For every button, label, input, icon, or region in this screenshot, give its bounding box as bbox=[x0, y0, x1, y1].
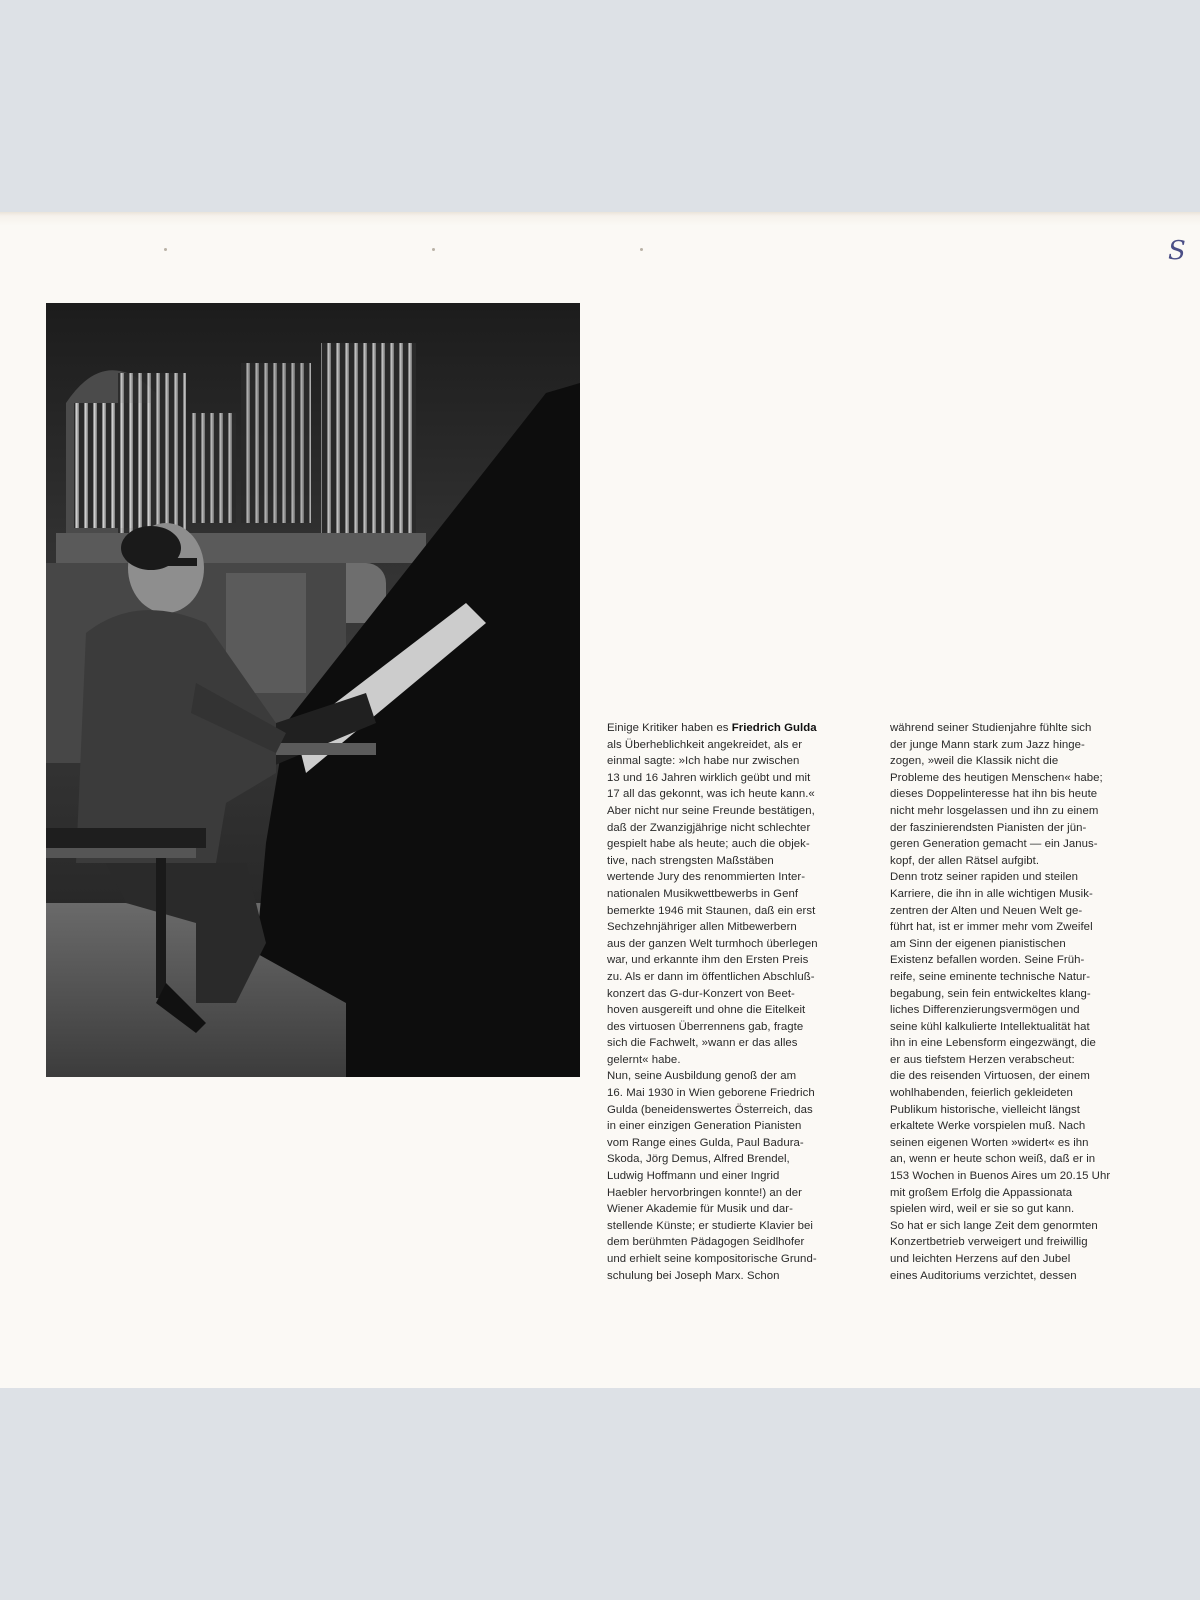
text-line: der faszinierendsten Pianisten der jün- bbox=[890, 821, 1087, 834]
text-line: kopf, der allen Rätsel aufgibt. bbox=[890, 854, 1040, 867]
text-line: sich die Fachwelt, »wann er das alles bbox=[607, 1037, 798, 1050]
text-line: 153 Wochen in Buenos Aires um 20.15 Uhr bbox=[890, 1170, 1111, 1183]
text-line: zentren der Alten und Neuen Welt ge- bbox=[890, 904, 1083, 917]
text-line: dieses Doppelinteresse hat ihn bis heute bbox=[890, 788, 1098, 801]
text-line: begabung, sein fein entwickeltes klang- bbox=[890, 987, 1091, 1000]
text-line: war, und erkannte ihm den Ersten Preis bbox=[607, 954, 809, 967]
text-line: Haebler hervorbringen konnte!) an der bbox=[607, 1186, 802, 1199]
text-line: stellende Künste; er studierte Klavier bei bbox=[607, 1219, 813, 1232]
text-line: 16. Mai 1930 in Wien geborene Friedrich bbox=[607, 1087, 815, 1100]
document-page bbox=[0, 212, 1200, 1388]
text-line: hoven ausgereift und ohne die Eitelkeit bbox=[607, 1004, 806, 1017]
paper-speck bbox=[432, 248, 435, 251]
text-line: am Sinn der eigenen pianistischen bbox=[890, 937, 1066, 950]
text-line: er aus tiefstem Herzen verabscheut: bbox=[890, 1053, 1075, 1066]
article-column-2 bbox=[890, 720, 1170, 1284]
text-line: erkaltete Werke vorspielen muß. Nach bbox=[890, 1120, 1086, 1133]
text-line: der junge Mann stark zum Jazz hinge- bbox=[890, 738, 1085, 751]
text-line: daß der Zwanzigjährige nicht schlechter bbox=[607, 821, 811, 834]
subject-name: Friedrich Gulda bbox=[731, 722, 817, 734]
text-line: Konzertbetrieb verweigert und freiwillig bbox=[890, 1236, 1088, 1249]
text-line: Aber nicht nur seine Freunde bestätigen, bbox=[607, 804, 815, 817]
text-line: in einer einzigen Generation Pianisten bbox=[607, 1120, 802, 1133]
intro-line bbox=[607, 720, 872, 737]
text-line: reife, seine eminente technische Natur- bbox=[890, 970, 1091, 983]
text-line: seinen eigenen Worten »widert« es ihn bbox=[890, 1136, 1089, 1149]
text-line: 13 und 16 Jahren wirklich geübt und mit bbox=[607, 771, 811, 784]
text-line: mit großem Erfolg die Appassionata bbox=[890, 1186, 1073, 1199]
text-line: geren Generation gemacht — ein Janus- bbox=[890, 838, 1098, 851]
text-line: Existenz befallen worden. Seine Früh- bbox=[890, 954, 1085, 967]
text-line: schulung bei Joseph Marx. Schon bbox=[607, 1269, 780, 1282]
article-column-1 bbox=[607, 720, 872, 1284]
text-line: nationalen Musikwettbewerbs in Genf bbox=[607, 887, 799, 900]
text-line: ihn in eine Lebensform eingezwängt, die bbox=[890, 1037, 1096, 1050]
text-line: eines Auditoriums verzichtet, dessen bbox=[890, 1269, 1077, 1282]
text-line: tive, nach strengsten Maßstäben bbox=[607, 854, 774, 867]
text-line: dem berühmten Pädagogen Seidlhofer bbox=[607, 1236, 805, 1249]
text-line: Ludwig Hoffmann und einer Ingrid bbox=[607, 1170, 780, 1183]
text-line: Probleme des heutigen Menschen« habe; bbox=[890, 771, 1103, 784]
text-line: einmal sagte: »Ich habe nur zwischen bbox=[607, 755, 800, 768]
intro-prefix: Einige Kritiker haben es bbox=[607, 722, 732, 734]
text-line: an, wenn er heute schon weiß, daß er in bbox=[890, 1153, 1096, 1166]
text-line: und erhielt seine kompositorische Grund- bbox=[607, 1253, 817, 1265]
paper-speck bbox=[640, 248, 643, 251]
text-line: wohlhabenden, feierlich gekleideten bbox=[890, 1087, 1073, 1100]
text-line: seine kühl kalkulierte Intellektualität hat bbox=[890, 1020, 1090, 1033]
text-line: Denn trotz seiner rapiden und steilen bbox=[890, 871, 1079, 884]
text-line: und leichten Herzens auf den Jubel bbox=[890, 1253, 1071, 1265]
pianist-photograph bbox=[46, 303, 580, 1077]
text-line: Sechzehnjähriger allen Mitbewerbern bbox=[607, 921, 797, 934]
text-line: So hat er sich lange Zeit dem genormten bbox=[890, 1219, 1098, 1232]
text-line: bemerkte 1946 mit Staunen, daß ein erst bbox=[607, 904, 816, 917]
text-line: Wiener Akademie für Musik und dar- bbox=[607, 1203, 793, 1216]
text-line: Nun, seine Ausbildung genoß der am bbox=[607, 1070, 797, 1083]
text-line: 17 all das gekonnt, was ich heute kann.« bbox=[607, 788, 815, 801]
text-line: wertende Jury des renommierten Inter- bbox=[607, 871, 806, 884]
text-line: des virtuosen Überrennens gab, fragte bbox=[607, 1020, 804, 1033]
text-line: vom Range eines Gulda, Paul Badura- bbox=[607, 1136, 804, 1149]
text-line: gespielt habe als heute; auch die objek- bbox=[607, 838, 810, 851]
text-line: Karriere, die ihn in alle wichtigen Musik- bbox=[890, 887, 1093, 900]
text-line: als Überheblichkeit angekreidet, als er bbox=[607, 738, 803, 751]
text-line: konzert das G-dur-Konzert von Beet- bbox=[607, 987, 795, 1000]
text-line: Gulda (beneidenswertes Österreich, das bbox=[607, 1103, 813, 1116]
text-line: zogen, »weil die Klassik nicht die bbox=[890, 755, 1059, 768]
text-line: zu. Als er dann im öffentlichen Abschluß- bbox=[607, 970, 815, 983]
paper-speck bbox=[164, 248, 167, 251]
text-line: aus der ganzen Welt turmhoch überlegen bbox=[607, 937, 818, 950]
text-line: führt hat, ist er immer mehr vom Zweifel bbox=[890, 921, 1093, 934]
text-line: liches Differenzierungsvermögen und bbox=[890, 1004, 1080, 1017]
handwritten-page-mark: S bbox=[1168, 236, 1186, 266]
text-line: spielen wird, weil er sie so gut kann. bbox=[890, 1203, 1075, 1216]
text-line: gelernt« habe. bbox=[607, 1053, 681, 1066]
text-line: die des reisenden Virtuosen, der einem bbox=[890, 1070, 1090, 1083]
text-line: während seiner Studienjahre fühlte sich bbox=[890, 722, 1092, 734]
text-line: Publikum historische, vielleicht längst bbox=[890, 1103, 1080, 1116]
photo-image bbox=[46, 303, 580, 1077]
text-line: Skoda, Jörg Demus, Alfred Brendel, bbox=[607, 1153, 790, 1166]
text-line: nicht mehr losgelassen und ihn zu einem bbox=[890, 804, 1099, 817]
